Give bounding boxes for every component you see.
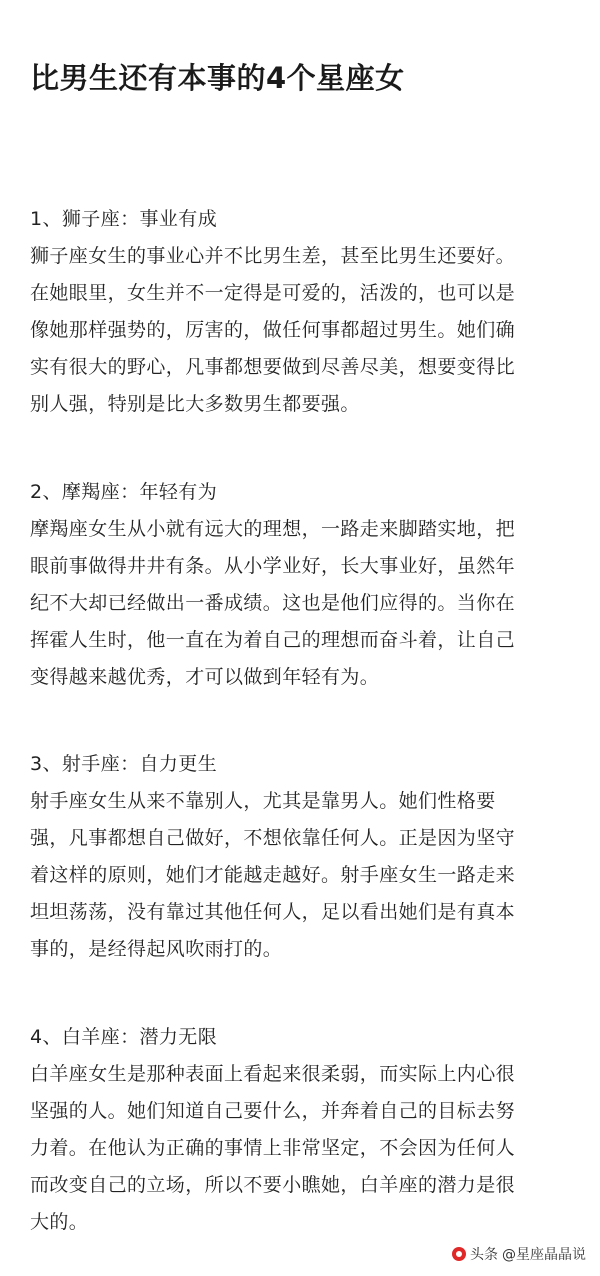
paragraph-line: 别人强，特别是比大多数男生都要强。 (30, 393, 360, 415)
paragraph-line: 而改变自己的立场，所以不要小瞧她，白羊座的潜力是很 (30, 1174, 516, 1196)
paragraph-line: 狮子座女生的事业心并不比男生差，甚至比男生还要好。 (30, 245, 516, 267)
paragraph-line: 像她那样强势的，厉害的，做任何事都超过男生。她们确 (30, 319, 516, 341)
paragraph-line: 坚强的人。她们知道自己要什么，并奔着自己的目标去努 (30, 1100, 516, 1122)
paragraph-line: 在她眼里，女生并不一定得是可爱的，活泼的，也可以是 (30, 282, 516, 304)
paragraph-line: 坦坦荡荡，没有靠过其他任何人，足以看出她们是有真本 (30, 901, 516, 923)
section-heading: 4、白羊座：潜力无限 (30, 1026, 218, 1048)
paragraph-line: 变得越来越优秀，才可以做到年轻有为。 (30, 666, 380, 688)
paragraph-line: 挥霍人生时，他一直在为着自己的理想而奋斗着，让自己 (30, 629, 516, 651)
section-capricorn (30, 474, 575, 696)
section-heading: 3、射手座：自力更生 (30, 753, 218, 775)
section-heading: 1、狮子座：事业有成 (30, 208, 218, 230)
toutiao-logo-icon (452, 1247, 466, 1261)
watermark-brand: 头条 (470, 1247, 498, 1263)
paragraph-line: 事的，是经得起风吹雨打的。 (30, 938, 283, 960)
paragraph-line: 纪不大却已经做出一番成绩。这也是他们应得的。当你在 (30, 592, 516, 614)
section-heading: 2、摩羯座：年轻有为 (30, 481, 218, 503)
section-sagittarius (30, 746, 575, 968)
watermark (452, 1244, 586, 1264)
article-title: 比男生还有本事的4个星座女 (30, 61, 405, 95)
paragraph-line: 摩羯座女生从小就有远大的理想，一路走来脚踏实地，把 (30, 518, 516, 540)
paragraph-line: 实有很大的野心，凡事都想要做到尽善尽美，想要变得比 (30, 356, 516, 378)
paragraph-line: 射手座女生从来不靠别人，尤其是靠男人。她们性格要 (30, 790, 496, 812)
paragraph-line: 着这样的原则，她们才能越走越好。射手座女生一路走来 (30, 864, 516, 886)
paragraph-line: 力着。在他认为正确的事情上非常坚定，不会因为任何人 (30, 1137, 516, 1159)
paragraph-line: 强，凡事都想自己做好，不想依靠任何人。正是因为坚守 (30, 827, 516, 849)
paragraph-line: 眼前事做得井井有条。从小学业好，长大事业好，虽然年 (30, 555, 516, 577)
paragraph-line: 大的。 (30, 1211, 89, 1233)
section-aries (30, 1019, 575, 1241)
watermark-account: @星座晶晶说 (502, 1247, 586, 1263)
paragraph-line: 白羊座女生是那种表面上看起来很柔弱，而实际上内心很 (30, 1063, 516, 1085)
section-leo (30, 201, 575, 423)
